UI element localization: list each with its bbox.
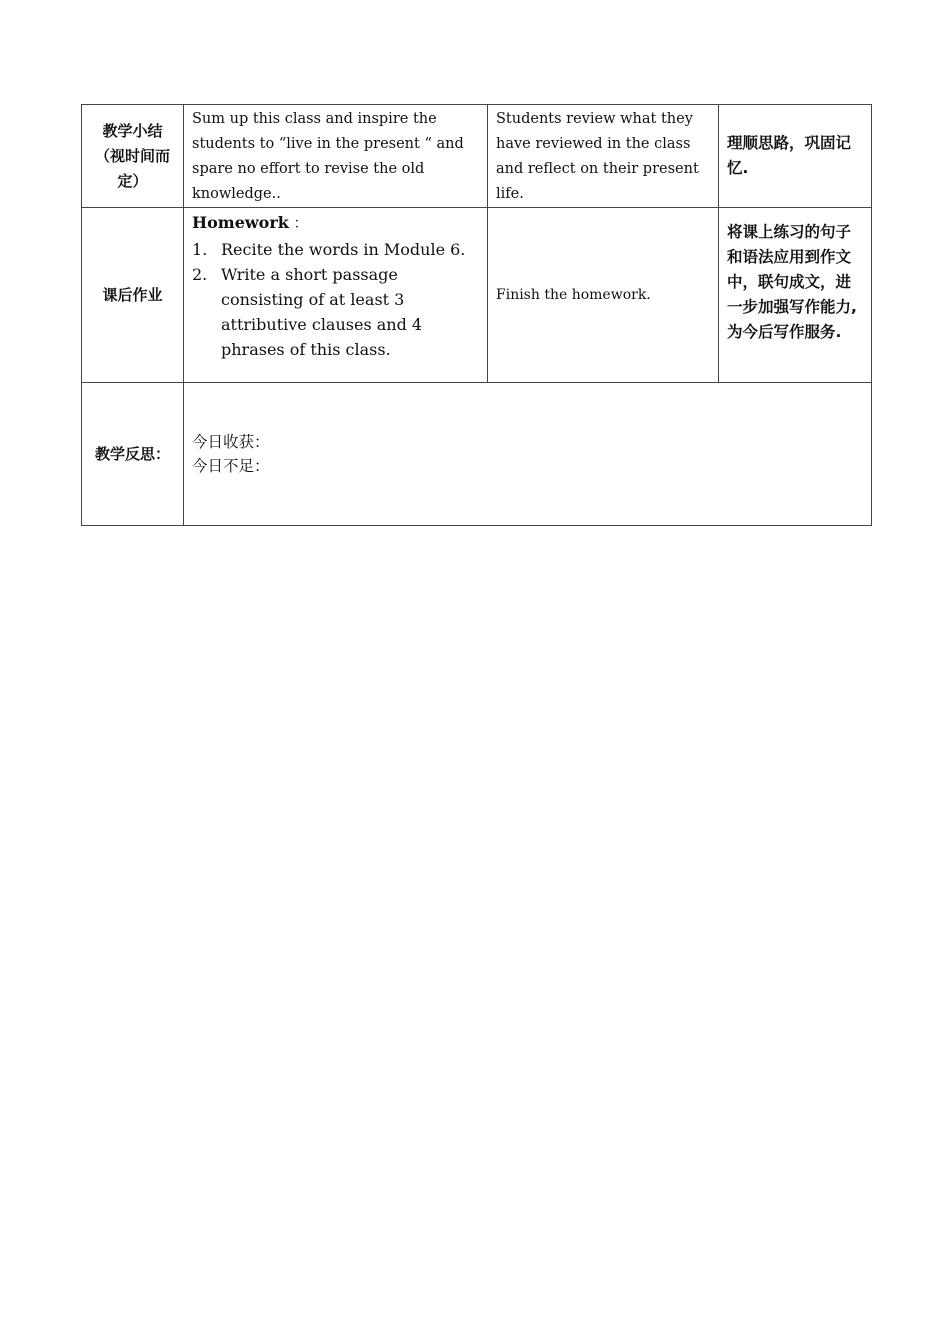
homework-list [192, 237, 479, 362]
homework-teacher-activity [184, 208, 488, 383]
homework-item [192, 262, 479, 362]
summary-label: 教学小结（视时间而定） [82, 105, 184, 208]
table-row-homework [82, 208, 872, 383]
summary-purpose: 理顺思路，巩固记忆. [719, 105, 872, 208]
table-row-summary [82, 105, 872, 208]
homework-item-text: Recite the words in Module 6. [221, 240, 466, 259]
reflection-shortcomings: 今日不足： [192, 457, 270, 475]
homework-student-activity: Finish the homework. [488, 208, 719, 383]
reflection-label: 教学反思： [82, 383, 184, 526]
homework-item-number: 1. [192, 240, 208, 259]
homework-title: Homework [192, 213, 289, 232]
table-row-reflection [82, 383, 872, 526]
homework-item-number: 2. [192, 265, 208, 284]
homework-item-text: Write a short passage consisting of at least 3 attributive clauses and 4 phrases of this class. [221, 265, 423, 359]
homework-item [192, 237, 479, 262]
homework-title-colon: ： [293, 216, 308, 232]
summary-student-activity: Students review what they have reviewed in the class and reflect on their present life. [488, 105, 719, 208]
homework-heading [192, 210, 479, 237]
homework-label: 课后作业 [82, 208, 184, 383]
reflection-content [184, 383, 872, 526]
summary-teacher-activity: Sum up this class and inspire the students to “live in the present “ and spare no effort to revise the old knowledge.. [184, 105, 488, 208]
lesson-plan-table [81, 104, 872, 526]
homework-purpose: 将课上练习的句子和语法应用到作文中，联句成文，进一步加强写作能力,为今后写作服务. [719, 208, 872, 383]
reflection-gains: 今日收获： [192, 433, 270, 451]
